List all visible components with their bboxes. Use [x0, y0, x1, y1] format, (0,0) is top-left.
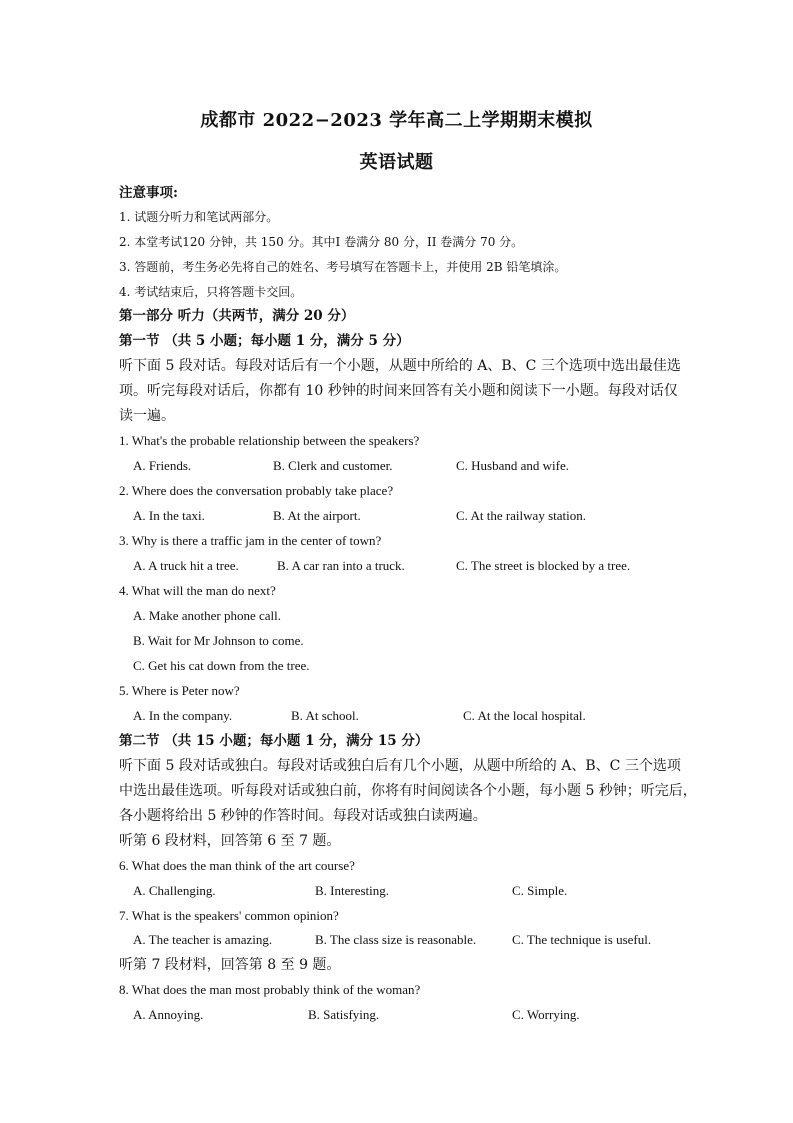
- option-a: A. The teacher is amazing.: [133, 932, 273, 947]
- option-a: A. Friends.: [133, 458, 192, 473]
- option-b: B. Satisfying.: [308, 1007, 380, 1022]
- note-item: 2. 本堂考试120 分钟，共 150 分。其中I 卷满分 80 分，II 卷满分 70 分。: [119, 235, 524, 249]
- instruction-line: 读一遍。: [119, 408, 175, 424]
- option-a: A. Challenging.: [133, 883, 216, 898]
- option-c: C. At the railway station.: [456, 508, 586, 523]
- option-a: A. A truck hit a tree.: [133, 558, 239, 573]
- option-b: B. At the airport.: [273, 508, 361, 523]
- instruction-line: 项。听完每段对话后，你都有 10 秒钟的时间来回答有关小题和阅读下一小题。每段对话仅: [119, 383, 678, 399]
- exam-subtitle: 英语试题: [359, 152, 434, 173]
- notes-heading: 注意事项:: [119, 185, 178, 201]
- option-b: B. The class size is reasonable.: [315, 932, 477, 947]
- option-b: B. A car ran into a truck.: [277, 558, 405, 573]
- option-c: C. Worrying.: [512, 1007, 580, 1022]
- option-c: C. The technique is useful.: [512, 932, 652, 947]
- option-b: B. Clerk and customer.: [273, 458, 393, 473]
- question-text: 1. What's the probable relationship between the speakers?: [119, 433, 420, 448]
- option-c: C. Husband and wife.: [456, 458, 570, 473]
- question-text: 8. What does the man most probably think of the woman?: [119, 982, 421, 997]
- option-a: A. Annoying.: [133, 1007, 204, 1022]
- option-c: C. At the local hospital.: [463, 708, 586, 723]
- question-text: 5. Where is Peter now?: [119, 683, 240, 698]
- section1-heading: 第一节 （共 5 小题；每小题 1 分，满分 5 分）: [119, 333, 410, 349]
- material-note: 听第 7 段材料，回答第 8 至 9 题。: [119, 957, 341, 973]
- option-a: A. In the company.: [133, 708, 233, 723]
- section2-heading: 第二节 （共 15 小题；每小题 1 分，满分 15 分）: [119, 733, 429, 749]
- instruction-line: 听下面 5 段对话或独白。每段对话或独白后有几个小题，从题中所给的 A、B、C 三个选项: [119, 758, 681, 774]
- note-item: 4. 考试结束后，只将答题卡交回。: [119, 285, 303, 299]
- material-note: 听第 6 段材料，回答第 6 至 7 题。: [119, 833, 341, 849]
- part1-heading: 第一部分 听力（共两节，满分 20 分）: [119, 308, 355, 324]
- option-a: A. Make another phone call.: [133, 608, 282, 623]
- option-c: C. Get his cat down from the tree.: [133, 658, 310, 673]
- question-text: 2. Where does the conversation probably take place?: [119, 483, 394, 498]
- option-b: B. At school.: [291, 708, 359, 723]
- instruction-line: 各小题将给出 5 秒钟的作答时间。每段对话或独白读两遍。: [119, 808, 487, 824]
- option-c: C. The street is blocked by a tree.: [456, 558, 631, 573]
- question-text: 7. What is the speakers' common opinion?: [119, 908, 339, 923]
- note-item: 1. 试题分听力和笔试两部分。: [119, 210, 279, 224]
- instruction-line: 听下面 5 段对话。每段对话后有一个小题，从题中所给的 A、B、C 三个选项中选出最佳选: [119, 358, 681, 374]
- option-c: C. Simple.: [512, 883, 568, 898]
- question-text: 3. Why is there a traffic jam in the center of town?: [119, 533, 382, 548]
- instruction-line: 中选出最佳选项。听每段对话或独白前，你将有时间阅读各个小题，每小题 5 秒钟；听完后，: [119, 783, 697, 799]
- note-item: 3. 答题前，考生务必先将自己的姓名、考号填写在答题卡上，并使用 2B 铅笔填涂。: [119, 260, 567, 274]
- exam-title: 成都市 2022−2023 学年高二上学期期末模拟: [200, 110, 593, 131]
- question-text: 6. What does the man think of the art course?: [119, 858, 355, 873]
- question-text: 4. What will the man do next?: [119, 583, 276, 598]
- option-a: A. In the taxi.: [133, 508, 205, 523]
- option-b: B. Interesting.: [315, 883, 390, 898]
- option-b: B. Wait for Mr Johnson to come.: [133, 633, 304, 648]
